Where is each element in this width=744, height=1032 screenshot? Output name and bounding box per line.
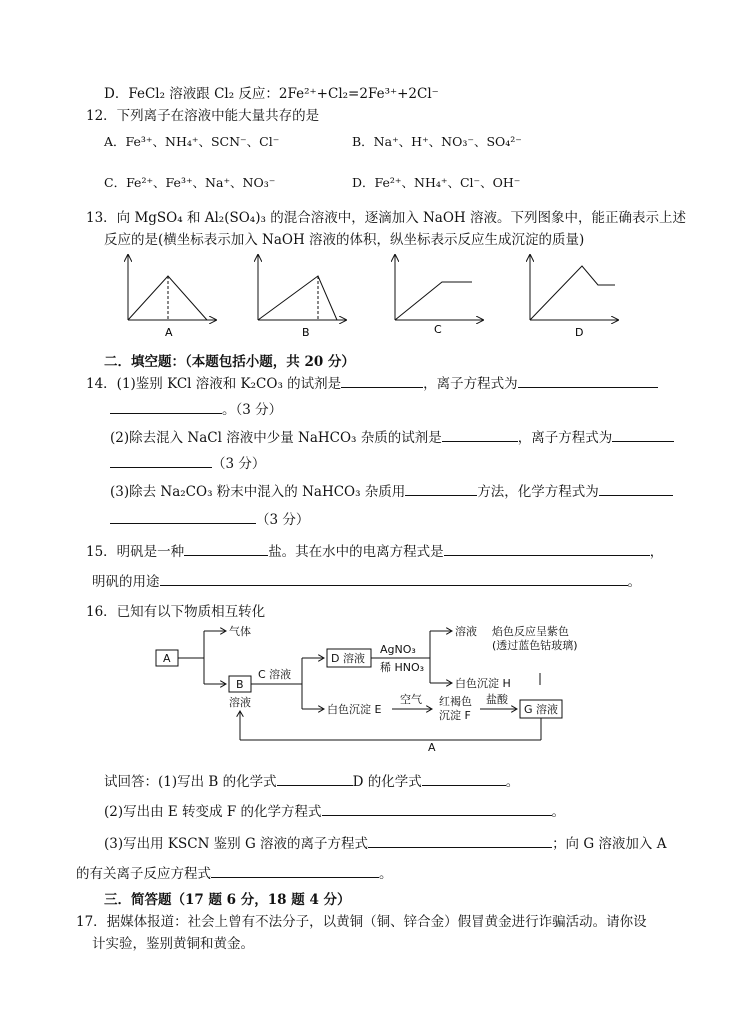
- section2-title: 二．填空题：（本题包括小题，共 20 分）: [104, 354, 355, 370]
- q15-line2: [92, 570, 641, 590]
- q12-option-c: C．Fe²⁺、Fe³⁺、Na⁺、NO₃⁻: [104, 175, 276, 190]
- q15-text-d: 明矾的用途: [92, 574, 160, 590]
- q15-text-e: 。: [627, 574, 641, 590]
- q12-option-d: D．Fe²⁺、NH₄⁺、Cl⁻、OH⁻: [352, 175, 521, 190]
- q14-part2-line2: [110, 452, 265, 472]
- q16-q2-end: 。: [551, 804, 566, 820]
- q13-stem-line1: 13．向 MgSO₄ 和 Al₂(SO₄)₃ 的混合溶液中，逐滴加入 NaOH 溶液。下列图象中，能正确表示上述: [86, 210, 686, 226]
- q14-p1-blank-eq2[interactable]: [110, 401, 222, 414]
- graph-a-label: A: [165, 326, 173, 339]
- graph-b: [258, 255, 346, 339]
- q16-q2-text: (2)写出由 E 转变成 F 的化学方程式: [104, 804, 322, 820]
- label-solution: 溶液: [455, 625, 477, 638]
- q16-ask-mid: D 的化学式: [352, 774, 422, 790]
- q16-conversion-diagram: [0, 615, 744, 755]
- q14-p2-text-a: (2)除去混入 NaCl 溶液中少量 NaHCO₃ 杂质的试剂是: [110, 430, 442, 446]
- q14-part2-line1: [110, 426, 674, 446]
- label-f2: 沉淀 F: [439, 709, 471, 722]
- q16-blank-g-plus-a[interactable]: [211, 865, 379, 878]
- label-c-solution: C 溶液: [258, 668, 292, 681]
- graph-c-label: C: [434, 323, 442, 336]
- label-hno3: 稀 HNO₃: [380, 661, 425, 674]
- label-flame1: 焰色反应呈紫色: [492, 625, 569, 638]
- q16-q3-mid: ；向 G 溶液加入 A: [552, 836, 667, 852]
- q15-text-a: 15．明矾是一种: [86, 544, 185, 560]
- q12-option-a: A．Fe³⁺、NH₄⁺、SCN⁻、Cl⁻: [104, 134, 280, 149]
- q14-part1-line2: [110, 398, 282, 418]
- label-hcl: 盐酸: [486, 693, 508, 706]
- label-g-solution: G 溶液: [524, 703, 559, 716]
- q14-p3-text-a: (3)除去 Na₂CO₃ 粉末中混入的 NaHCO₃ 杂质用: [110, 484, 406, 500]
- q16-ask-text: 试回答：(1)写出 B 的化学式: [104, 774, 277, 790]
- graph-a: [128, 255, 216, 339]
- q11-option-d: D．FeCl₂ 溶液跟 Cl₂ 反应：2Fe²⁺+Cl₂=2Fe³⁺+2Cl⁻: [104, 86, 439, 102]
- q14-p3-text-c: （3 分）: [256, 512, 310, 528]
- q16-stem: 16．已知有以下物质相互转化: [86, 604, 266, 620]
- label-a-bottom: A: [428, 741, 436, 754]
- q16-blank-kscn[interactable]: [368, 835, 552, 848]
- q14-p2-blank-eq[interactable]: [612, 429, 674, 442]
- label-air: 空气: [400, 693, 422, 706]
- q14-part1-line1: [86, 372, 658, 392]
- graph-b-label: B: [302, 326, 310, 339]
- q15-line1: [86, 540, 663, 560]
- q15-blank-salt[interactable]: [184, 543, 268, 556]
- q12-stem: 12．下列离子在溶液中能大量共存的是: [86, 108, 320, 124]
- q14-p2-blank-eq2[interactable]: [110, 455, 212, 468]
- q15-text-b: 盐。其在水中的电离方程式是: [268, 544, 444, 560]
- label-b-sub: 溶液: [229, 696, 251, 709]
- q17-line1: 17．据媒体报道：社会上曾有不法分子，以黄铜（铜、锌合金）假冒黄金进行诈骗活动。请你设: [76, 914, 647, 930]
- q16-blank-e-to-f[interactable]: [322, 803, 552, 816]
- label-a: A: [163, 652, 171, 665]
- q17-line2: 计实验，鉴别黄铜和黄金。: [92, 936, 254, 952]
- q14-p1-text-a: 14．(1)鉴别 KCl 溶液和 K₂CO₃ 的试剂是: [86, 376, 342, 392]
- label-flame2: (透过蓝色钴玻璃): [492, 639, 578, 652]
- q16-question3: [104, 832, 666, 852]
- q14-p3-blank-eq[interactable]: [599, 483, 673, 496]
- q16-question3-cont: [76, 862, 393, 882]
- q14-p2-text-b: ，离子方程式为: [517, 430, 613, 446]
- q16-q3-text2: 的有关离子反应方程式: [76, 866, 211, 882]
- q14-p1-text-c: 。（3 分）: [222, 402, 283, 418]
- q14-p3-text-b: 方法，化学方程式为: [477, 484, 599, 500]
- q13-graphs: [0, 0, 744, 345]
- label-gas: 气体: [229, 625, 251, 638]
- q14-p1-blank-reagent[interactable]: [341, 375, 423, 388]
- q13-stem-line2: 反应的是(横坐标表示加入 NaOH 溶液的体积，纵坐标表示反应生成沉淀的质量): [104, 232, 585, 248]
- q16-question2: [104, 800, 565, 820]
- label-f1: 红褐色: [439, 695, 472, 708]
- q14-part3-line1: [110, 480, 673, 500]
- q14-p3-blank-method[interactable]: [405, 483, 477, 496]
- label-h: 白色沉淀 H: [455, 677, 511, 690]
- q16-ask-end: 。: [505, 774, 520, 790]
- graph-c: [395, 255, 483, 336]
- q14-p3-blank-eq2[interactable]: [110, 511, 256, 524]
- q14-p2-text-c: （3 分）: [212, 456, 266, 472]
- q15-blank-use[interactable]: [160, 573, 628, 586]
- label-e: 白色沉淀 E: [327, 703, 382, 716]
- section3-title: 三．简答题（17 题 6 分，18 题 4 分）: [104, 892, 351, 908]
- q12-option-b: B．Na⁺、H⁺、NO₃⁻、SO₄²⁻: [352, 134, 522, 149]
- q14-p2-blank-reagent[interactable]: [442, 429, 518, 442]
- q15-blank-ionization[interactable]: [444, 543, 650, 556]
- q16-q3-end: 。: [379, 866, 393, 882]
- q14-p1-blank-eq[interactable]: [518, 375, 658, 388]
- q14-p1-text-b: ，离子方程式为: [423, 376, 518, 392]
- graph-d-label: D: [575, 326, 584, 339]
- label-b: B: [236, 678, 244, 691]
- label-d-solution: D 溶液: [331, 652, 365, 665]
- q16-blank-b[interactable]: [277, 773, 353, 786]
- q16-blank-d[interactable]: [422, 773, 506, 786]
- q16-q3-text: (3)写出用 KSCN 鉴别 G 溶液的离子方程式: [104, 836, 369, 852]
- q16-question1: [104, 770, 519, 790]
- q14-part3-line2: [110, 508, 309, 528]
- label-agno3: AgNO₃: [380, 643, 416, 656]
- graph-d: [530, 255, 618, 339]
- q15-text-c: ，: [649, 544, 664, 560]
